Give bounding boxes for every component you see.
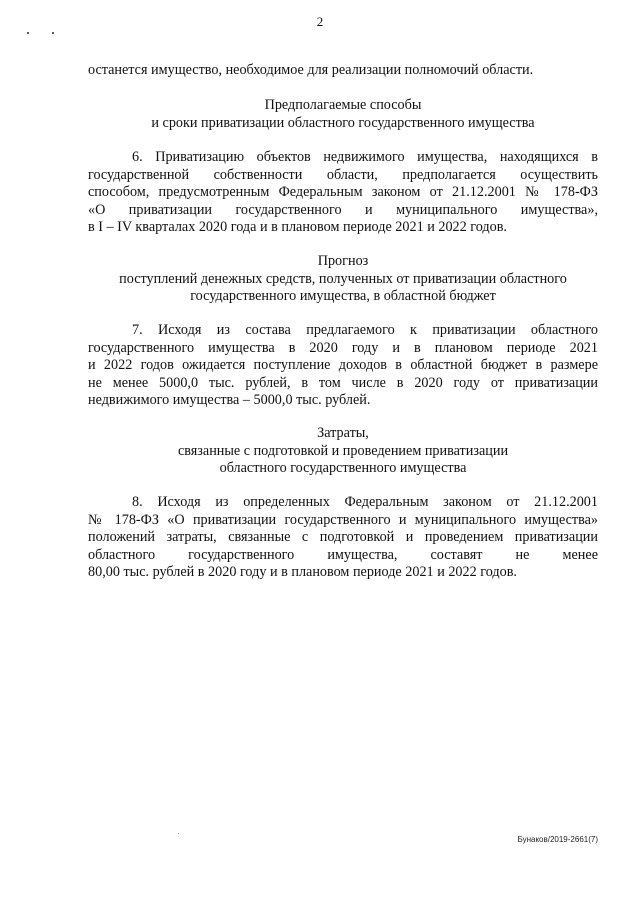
paragraph-line: государственной собственности области, предполагается осуществить bbox=[88, 166, 598, 183]
paragraph-line: способом, предусмотренным Федеральным законом от 21.12.2001 № 178-ФЗ bbox=[88, 184, 598, 201]
paragraph-line: положений затраты, связанные с подготовкой и проведением приватизации bbox=[88, 529, 598, 546]
paragraph-line: 6. Приватизацию объектов недвижимого имущества, находящихся в bbox=[132, 149, 598, 165]
paragraph-line: 80,00 тыс. рублей в 2020 году и в плановом периоде 2021 и 2022 годов. bbox=[88, 564, 517, 581]
paragraph-line: областного государственного имущества, составят не менее bbox=[88, 546, 598, 563]
section-costs-title bbox=[88, 425, 598, 478]
section-title-line: связанные с подготовкой и проведением приватизации bbox=[177, 442, 509, 459]
section-methods-title bbox=[88, 97, 598, 132]
scan-artifact-dot bbox=[52, 32, 54, 34]
paragraph-line: № 178-ФЗ «О приватизации государственного и муниципального имущества» bbox=[88, 511, 598, 528]
section-title-line: Прогноз bbox=[317, 253, 369, 269]
scan-artifact-dot bbox=[178, 833, 179, 834]
section-title-line: государственного имущества, в областной бюджет bbox=[190, 288, 496, 305]
paragraph-line: не менее 5000,0 тыс. рублей, в том числе в 2020 году от приватизации bbox=[88, 374, 598, 391]
intro-text bbox=[88, 62, 598, 80]
paragraph-line: 7. Исходя из состава предлагаемого к приватизации областного bbox=[132, 322, 598, 338]
paragraph-7 bbox=[88, 322, 598, 410]
section-title-line: и сроки приватизации областного государственного имущества bbox=[151, 114, 535, 131]
section-title-line: поступлений денежных средств, полученных от приватизации областного bbox=[119, 270, 567, 287]
paragraph-line: «О приватизации государственного и муниципального имущества», bbox=[88, 201, 598, 218]
section-title-line: Затраты, bbox=[317, 425, 369, 441]
paragraph-6 bbox=[88, 149, 598, 237]
paragraph-8 bbox=[88, 494, 598, 582]
paragraph-line: недвижимого имущества – 5000,0 тыс. рублей. bbox=[88, 392, 371, 409]
intro-line: останется имущество, необходимое для реализации полномочий области. bbox=[88, 62, 534, 78]
paragraph-line: в I – IV кварталах 2020 года и в плановом периоде 2021 и 2022 годов. bbox=[88, 219, 507, 236]
scan-artifact-dot bbox=[27, 32, 29, 34]
document-code: Бунаков/2019-2661(7) bbox=[517, 835, 598, 844]
section-forecast-title bbox=[88, 253, 598, 306]
section-title-line: областного государственного имущества bbox=[219, 460, 467, 477]
section-title-line: Предполагаемые способы bbox=[264, 97, 422, 113]
paragraph-line: и 2022 годов ожидается поступление доходов в областной бюджет в размере bbox=[88, 357, 598, 374]
paragraph-line: 8. Исходя из определенных Федеральным законом от 21.12.2001 bbox=[132, 494, 598, 510]
page-number: 2 bbox=[316, 14, 324, 29]
paragraph-line: государственного имущества в 2020 году и в плановом периоде 2021 bbox=[88, 339, 598, 356]
